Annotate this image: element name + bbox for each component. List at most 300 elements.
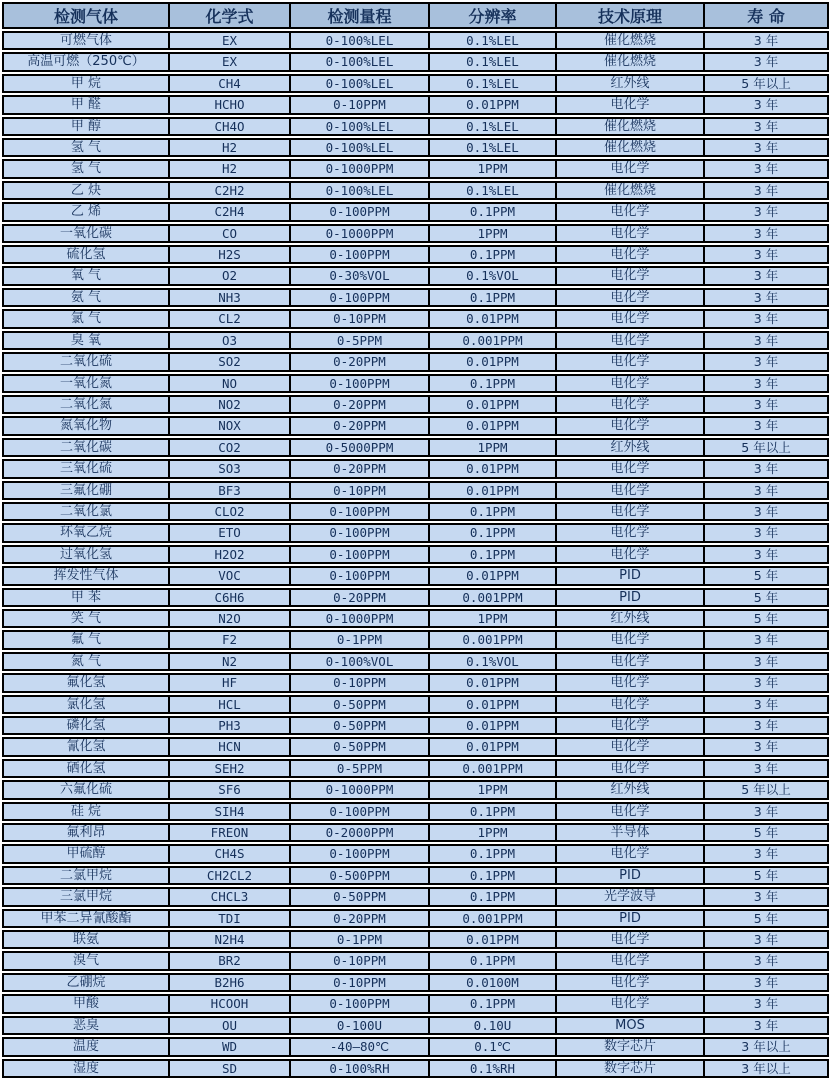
cell-technology-principle: 红外线 [556, 609, 704, 628]
cell-chemical-formula: CH4 [169, 74, 290, 93]
cell-gas-name: 氢 气 [2, 159, 169, 178]
cell-technology-principle: 催化燃烧 [556, 181, 704, 200]
table-body [2, 31, 829, 1078]
cell-gas-name: 乙硼烷 [2, 973, 169, 992]
cell-lifespan: 3 年 [704, 416, 829, 435]
cell-technology-principle: 电化学 [556, 951, 704, 970]
cell-detection-range: 0-100%VOL [290, 652, 429, 671]
cell-technology-principle: 催化燃烧 [556, 31, 704, 50]
cell-chemical-formula: CO [169, 224, 290, 243]
table-row [2, 31, 829, 50]
cell-detection-range: 0-100PPM [290, 566, 429, 585]
cell-resolution: 0.1PPM [429, 866, 556, 885]
cell-detection-range: 0-20PPM [290, 588, 429, 607]
cell-lifespan: 3 年 [704, 202, 829, 221]
cell-gas-name: 氟利昂 [2, 823, 169, 842]
cell-detection-range: 0-30%VOL [290, 266, 429, 285]
cell-detection-range: 0-100PPM [290, 802, 429, 821]
cell-chemical-formula: CL2 [169, 309, 290, 328]
cell-detection-range: 0-10PPM [290, 973, 429, 992]
table-row [2, 630, 829, 649]
cell-gas-name: 氮 气 [2, 652, 169, 671]
table-row [2, 951, 829, 970]
cell-resolution: 1PPM [429, 438, 556, 457]
cell-resolution: 0.1%VOL [429, 266, 556, 285]
cell-chemical-formula: CH4O [169, 117, 290, 136]
cell-technology-principle: 电化学 [556, 545, 704, 564]
cell-lifespan: 3 年以上 [704, 1059, 829, 1078]
cell-lifespan: 3 年 [704, 95, 829, 114]
cell-lifespan: 3 年 [704, 502, 829, 521]
cell-lifespan: 3 年 [704, 288, 829, 307]
table-row [2, 202, 829, 221]
cell-lifespan: 5 年以上 [704, 780, 829, 799]
cell-detection-range: 0-1PPM [290, 930, 429, 949]
cell-gas-name: 氧 气 [2, 266, 169, 285]
cell-detection-range: 0-50PPM [290, 695, 429, 714]
cell-resolution: 0.01PPM [429, 673, 556, 692]
cell-detection-range: 0-100PPM [290, 523, 429, 542]
cell-resolution: 0.1PPM [429, 502, 556, 521]
cell-detection-range: 0-100PPM [290, 844, 429, 863]
cell-chemical-formula: SO3 [169, 459, 290, 478]
cell-technology-principle: 电化学 [556, 973, 704, 992]
cell-resolution: 0.1PPM [429, 994, 556, 1013]
cell-lifespan: 3 年 [704, 374, 829, 393]
cell-detection-range: 0-100U [290, 1016, 429, 1035]
cell-technology-principle: PID [556, 566, 704, 585]
cell-technology-principle: 电化学 [556, 395, 704, 414]
cell-detection-range: 0-20PPM [290, 909, 429, 928]
cell-chemical-formula: B2H6 [169, 973, 290, 992]
cell-detection-range: 0-50PPM [290, 737, 429, 756]
cell-gas-name: 一氧化氮 [2, 374, 169, 393]
cell-detection-range: 0-5PPM [290, 759, 429, 778]
cell-technology-principle: 电化学 [556, 416, 704, 435]
cell-detection-range: 0-20PPM [290, 459, 429, 478]
cell-lifespan: 3 年以上 [704, 1037, 829, 1056]
cell-resolution: 0.10U [429, 1016, 556, 1035]
cell-resolution: 0.1PPM [429, 951, 556, 970]
cell-technology-principle: 电化学 [556, 673, 704, 692]
cell-chemical-formula: SD [169, 1059, 290, 1078]
cell-resolution: 0.001PPM [429, 909, 556, 928]
table-row [2, 309, 829, 328]
cell-resolution: 0.1%VOL [429, 652, 556, 671]
cell-technology-principle: 电化学 [556, 716, 704, 735]
cell-detection-range: 0-1000PPM [290, 224, 429, 243]
cell-resolution: 0.1%LEL [429, 138, 556, 157]
cell-technology-principle: 电化学 [556, 695, 704, 714]
cell-lifespan: 3 年 [704, 159, 829, 178]
cell-detection-range: 0-10PPM [290, 95, 429, 114]
cell-resolution: 0.001PPM [429, 759, 556, 778]
cell-gas-name: 二氯甲烷 [2, 866, 169, 885]
cell-chemical-formula: PH3 [169, 716, 290, 735]
table-row [2, 459, 829, 478]
cell-lifespan: 3 年 [704, 973, 829, 992]
cell-resolution: 0.01PPM [429, 481, 556, 500]
cell-gas-name: 高温可燃（250℃） [2, 52, 169, 71]
cell-chemical-formula: CO2 [169, 438, 290, 457]
cell-technology-principle: 电化学 [556, 352, 704, 371]
cell-lifespan: 3 年 [704, 52, 829, 71]
cell-resolution: 0.1%LEL [429, 74, 556, 93]
cell-technology-principle: 红外线 [556, 74, 704, 93]
cell-resolution: 0.01PPM [429, 352, 556, 371]
cell-gas-name: 甲苯二异氰酸酯 [2, 909, 169, 928]
cell-chemical-formula: C2H4 [169, 202, 290, 221]
cell-chemical-formula: NO2 [169, 395, 290, 414]
cell-chemical-formula: OU [169, 1016, 290, 1035]
cell-lifespan: 3 年 [704, 930, 829, 949]
cell-detection-range: 0-10PPM [290, 951, 429, 970]
cell-resolution: 0.01PPM [429, 95, 556, 114]
cell-technology-principle: 催化燃烧 [556, 138, 704, 157]
cell-detection-range: -40—80℃ [290, 1037, 429, 1056]
table-row [2, 52, 829, 71]
cell-chemical-formula: VOC [169, 566, 290, 585]
cell-detection-range: 0-1000PPM [290, 159, 429, 178]
header-cell-2: 检测量程 [290, 2, 429, 29]
table-row [2, 416, 829, 435]
cell-lifespan: 3 年 [704, 395, 829, 414]
cell-technology-principle: 催化燃烧 [556, 117, 704, 136]
cell-detection-range: 0-20PPM [290, 416, 429, 435]
cell-detection-range: 0-20PPM [290, 352, 429, 371]
cell-technology-principle: 电化学 [556, 309, 704, 328]
cell-technology-principle: MOS [556, 1016, 704, 1035]
cell-technology-principle: 电化学 [556, 159, 704, 178]
table-row [2, 395, 829, 414]
cell-chemical-formula: WD [169, 1037, 290, 1056]
cell-gas-name: 氯 气 [2, 309, 169, 328]
table-row [2, 95, 829, 114]
cell-technology-principle: 催化燃烧 [556, 52, 704, 71]
table-row [2, 866, 829, 885]
cell-lifespan: 3 年 [704, 245, 829, 264]
cell-lifespan: 3 年 [704, 695, 829, 714]
table-row [2, 652, 829, 671]
cell-chemical-formula: NH3 [169, 288, 290, 307]
cell-resolution: 0.1PPM [429, 545, 556, 564]
table-row [2, 438, 829, 457]
table-row [2, 159, 829, 178]
cell-chemical-formula: SEH2 [169, 759, 290, 778]
cell-technology-principle: 电化学 [556, 737, 704, 756]
cell-chemical-formula: H2O2 [169, 545, 290, 564]
cell-technology-principle: 电化学 [556, 202, 704, 221]
cell-gas-name: 过氧化氢 [2, 545, 169, 564]
cell-gas-name: 氰化氢 [2, 737, 169, 756]
cell-gas-name: 六氟化硫 [2, 780, 169, 799]
cell-lifespan: 3 年 [704, 224, 829, 243]
cell-chemical-formula: CLO2 [169, 502, 290, 521]
cell-gas-name: 湿度 [2, 1059, 169, 1078]
cell-chemical-formula: H2 [169, 138, 290, 157]
cell-resolution: 0.01PPM [429, 737, 556, 756]
table-row [2, 930, 829, 949]
cell-gas-name: 硒化氢 [2, 759, 169, 778]
cell-gas-name: 氨 气 [2, 288, 169, 307]
cell-resolution: 0.01PPM [429, 309, 556, 328]
cell-lifespan: 3 年 [704, 481, 829, 500]
table-header [2, 2, 829, 29]
cell-resolution: 0.1PPM [429, 887, 556, 906]
cell-lifespan: 3 年 [704, 138, 829, 157]
cell-chemical-formula: EX [169, 52, 290, 71]
cell-resolution: 0.1%LEL [429, 31, 556, 50]
cell-lifespan: 5 年 [704, 588, 829, 607]
cell-detection-range: 0-2000PPM [290, 823, 429, 842]
cell-chemical-formula: NOX [169, 416, 290, 435]
cell-technology-principle: PID [556, 909, 704, 928]
cell-gas-name: 二氧化氮 [2, 395, 169, 414]
cell-chemical-formula: BF3 [169, 481, 290, 500]
header-cell-0: 检测气体 [2, 2, 169, 29]
table-row [2, 117, 829, 136]
cell-technology-principle: 电化学 [556, 288, 704, 307]
cell-resolution: 0.1%LEL [429, 52, 556, 71]
cell-chemical-formula: HCHO [169, 95, 290, 114]
cell-technology-principle: 电化学 [556, 844, 704, 863]
table-row [2, 887, 829, 906]
cell-resolution: 0.01PPM [429, 416, 556, 435]
cell-chemical-formula: C2H2 [169, 181, 290, 200]
header-cell-4: 技术原理 [556, 2, 704, 29]
cell-technology-principle: 数字芯片 [556, 1037, 704, 1056]
table-row [2, 609, 829, 628]
cell-gas-name: 可燃气体 [2, 31, 169, 50]
cell-gas-name: 甲 醇 [2, 117, 169, 136]
cell-technology-principle: 光学波导 [556, 887, 704, 906]
table-row [2, 181, 829, 200]
cell-technology-principle: 电化学 [556, 759, 704, 778]
cell-lifespan: 3 年 [704, 459, 829, 478]
cell-chemical-formula: N2 [169, 652, 290, 671]
cell-gas-name: 三氧化硫 [2, 459, 169, 478]
cell-detection-range: 0-50PPM [290, 887, 429, 906]
table-row [2, 523, 829, 542]
cell-resolution: 0.001PPM [429, 588, 556, 607]
cell-gas-name: 恶臭 [2, 1016, 169, 1035]
cell-detection-range: 0-100PPM [290, 545, 429, 564]
cell-detection-range: 0-10PPM [290, 309, 429, 328]
table-row [2, 1037, 829, 1056]
cell-chemical-formula: CH2CL2 [169, 866, 290, 885]
table-row [2, 973, 829, 992]
cell-technology-principle: 红外线 [556, 780, 704, 799]
cell-lifespan: 3 年 [704, 994, 829, 1013]
cell-resolution: 1PPM [429, 780, 556, 799]
cell-resolution: 0.1℃ [429, 1037, 556, 1056]
cell-lifespan: 3 年 [704, 1016, 829, 1035]
cell-gas-name: 笑 气 [2, 609, 169, 628]
cell-detection-range: 0-100%LEL [290, 181, 429, 200]
cell-detection-range: 0-100PPM [290, 245, 429, 264]
table-row [2, 588, 829, 607]
cell-gas-name: 二氧化氯 [2, 502, 169, 521]
cell-resolution: 0.1PPM [429, 523, 556, 542]
cell-gas-name: 环氧乙烷 [2, 523, 169, 542]
cell-chemical-formula: O3 [169, 331, 290, 350]
table-row [2, 994, 829, 1013]
cell-gas-name: 甲酸 [2, 994, 169, 1013]
cell-resolution: 1PPM [429, 224, 556, 243]
cell-detection-range: 0-100PPM [290, 502, 429, 521]
cell-resolution: 1PPM [429, 609, 556, 628]
header-cell-5: 寿 命 [704, 2, 829, 29]
table-row [2, 909, 829, 928]
cell-lifespan: 3 年 [704, 737, 829, 756]
cell-chemical-formula: N2H4 [169, 930, 290, 949]
cell-detection-range: 0-100%LEL [290, 117, 429, 136]
cell-chemical-formula: CHCL3 [169, 887, 290, 906]
cell-gas-name: 甲 醛 [2, 95, 169, 114]
cell-technology-principle: 电化学 [556, 459, 704, 478]
cell-technology-principle: 电化学 [556, 95, 704, 114]
cell-chemical-formula: SIH4 [169, 802, 290, 821]
cell-detection-range: 0-100%LEL [290, 52, 429, 71]
cell-technology-principle: 电化学 [556, 502, 704, 521]
table-row [2, 331, 829, 350]
cell-chemical-formula: FREON [169, 823, 290, 842]
cell-lifespan: 3 年 [704, 309, 829, 328]
cell-detection-range: 0-100PPM [290, 994, 429, 1013]
cell-gas-name: 氮氧化物 [2, 416, 169, 435]
table-row [2, 695, 829, 714]
cell-gas-name: 氟 气 [2, 630, 169, 649]
cell-lifespan: 3 年 [704, 716, 829, 735]
cell-gas-name: 硫化氢 [2, 245, 169, 264]
cell-resolution: 0.1PPM [429, 245, 556, 264]
cell-lifespan: 5 年 [704, 866, 829, 885]
cell-technology-principle: 电化学 [556, 224, 704, 243]
cell-chemical-formula: F2 [169, 630, 290, 649]
cell-lifespan: 3 年 [704, 181, 829, 200]
cell-chemical-formula: HCOOH [169, 994, 290, 1013]
cell-chemical-formula: EX [169, 31, 290, 50]
cell-technology-principle: 半导体 [556, 823, 704, 842]
cell-detection-range: 0-20PPM [290, 395, 429, 414]
table-row [2, 374, 829, 393]
cell-gas-name: 氢 气 [2, 138, 169, 157]
cell-resolution: 0.01PPM [429, 695, 556, 714]
cell-detection-range: 0-100PPM [290, 288, 429, 307]
cell-gas-name: 挥发性气体 [2, 566, 169, 585]
table-row [2, 266, 829, 285]
cell-chemical-formula: HF [169, 673, 290, 692]
table-row [2, 759, 829, 778]
table-row [2, 138, 829, 157]
table-row [2, 352, 829, 371]
cell-lifespan: 3 年 [704, 802, 829, 821]
cell-technology-principle: 电化学 [556, 481, 704, 500]
cell-detection-range: 0-100PPM [290, 202, 429, 221]
cell-resolution: 0.1%LEL [429, 117, 556, 136]
cell-resolution: 0.01PPM [429, 566, 556, 585]
cell-detection-range: 0-5PPM [290, 331, 429, 350]
cell-technology-principle: 电化学 [556, 652, 704, 671]
cell-detection-range: 0-100%RH [290, 1059, 429, 1078]
cell-technology-principle: 电化学 [556, 331, 704, 350]
cell-gas-name: 联氨 [2, 930, 169, 949]
cell-detection-range: 0-1PPM [290, 630, 429, 649]
cell-detection-range: 0-50PPM [290, 716, 429, 735]
cell-detection-range: 0-500PPM [290, 866, 429, 885]
cell-detection-range: 0-100%LEL [290, 138, 429, 157]
cell-gas-name: 硅 烷 [2, 802, 169, 821]
cell-lifespan: 3 年 [704, 331, 829, 350]
cell-chemical-formula: HCL [169, 695, 290, 714]
cell-resolution: 0.01PPM [429, 395, 556, 414]
cell-chemical-formula: BR2 [169, 951, 290, 970]
cell-resolution: 0.01PPM [429, 716, 556, 735]
cell-technology-principle: 电化学 [556, 523, 704, 542]
cell-gas-name: 甲 苯 [2, 588, 169, 607]
cell-technology-principle: 电化学 [556, 245, 704, 264]
cell-resolution: 0.1PPM [429, 802, 556, 821]
cell-lifespan: 5 年 [704, 909, 829, 928]
header-row [2, 2, 829, 29]
cell-gas-name: 溴气 [2, 951, 169, 970]
cell-chemical-formula: ETO [169, 523, 290, 542]
cell-detection-range: 0-100PPM [290, 374, 429, 393]
cell-gas-name: 乙 烯 [2, 202, 169, 221]
cell-resolution: 0.1PPM [429, 202, 556, 221]
cell-gas-name: 一氧化碳 [2, 224, 169, 243]
cell-lifespan: 3 年 [704, 630, 829, 649]
cell-gas-name: 氟化氢 [2, 673, 169, 692]
cell-gas-name: 三氯甲烷 [2, 887, 169, 906]
cell-resolution: 0.1PPM [429, 288, 556, 307]
cell-chemical-formula: C6H6 [169, 588, 290, 607]
table-row [2, 245, 829, 264]
table-row [2, 1016, 829, 1035]
cell-technology-principle: 数字芯片 [556, 1059, 704, 1078]
table-row [2, 780, 829, 799]
cell-chemical-formula: TDI [169, 909, 290, 928]
table-row [2, 288, 829, 307]
cell-detection-range: 0-10PPM [290, 673, 429, 692]
cell-gas-name: 臭 氧 [2, 331, 169, 350]
cell-lifespan: 5 年 [704, 609, 829, 628]
header-cell-1: 化学式 [169, 2, 290, 29]
table-row [2, 802, 829, 821]
cell-gas-name: 三氟化硼 [2, 481, 169, 500]
cell-gas-name: 二氧化碳 [2, 438, 169, 457]
cell-gas-name: 温度 [2, 1037, 169, 1056]
cell-lifespan: 3 年 [704, 759, 829, 778]
cell-gas-name: 磷化氢 [2, 716, 169, 735]
cell-lifespan: 5 年 [704, 823, 829, 842]
cell-resolution: 0.0100M [429, 973, 556, 992]
cell-detection-range: 0-100%LEL [290, 74, 429, 93]
cell-technology-principle: 红外线 [556, 438, 704, 457]
cell-technology-principle: PID [556, 866, 704, 885]
cell-chemical-formula: SO2 [169, 352, 290, 371]
cell-lifespan: 3 年 [704, 523, 829, 542]
table-row [2, 224, 829, 243]
cell-chemical-formula: HCN [169, 737, 290, 756]
cell-resolution: 0.1%LEL [429, 181, 556, 200]
table-row [2, 673, 829, 692]
cell-resolution: 0.001PPM [429, 331, 556, 350]
cell-resolution: 1PPM [429, 159, 556, 178]
table-row [2, 545, 829, 564]
cell-technology-principle: 电化学 [556, 266, 704, 285]
cell-chemical-formula: O2 [169, 266, 290, 285]
